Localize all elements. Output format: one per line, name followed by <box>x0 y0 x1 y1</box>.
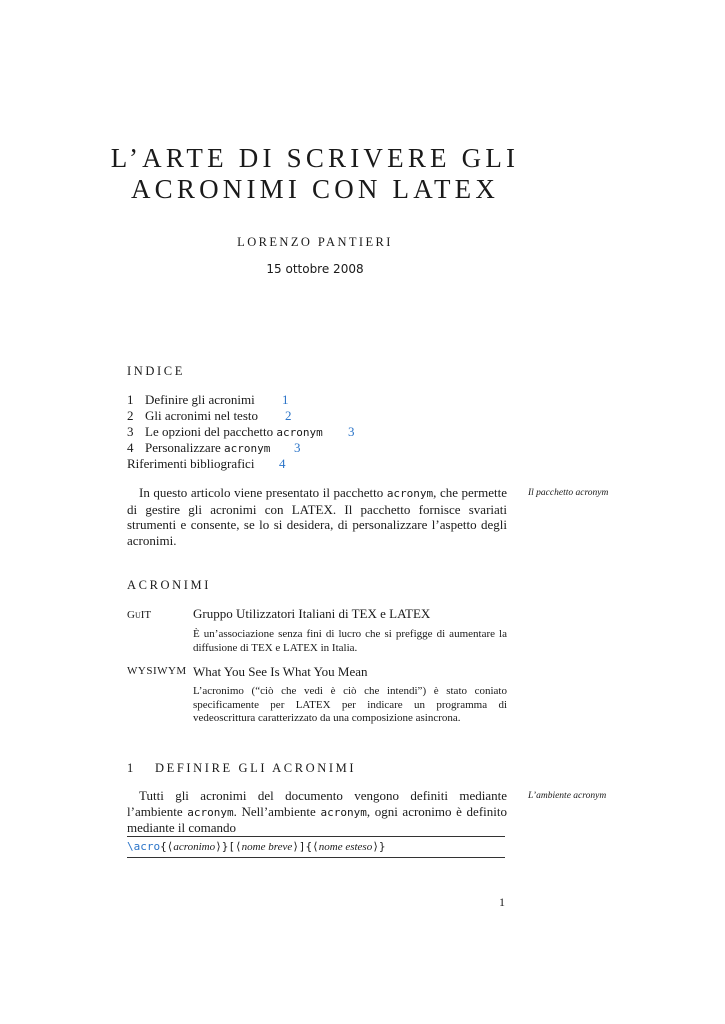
intro-code: acronym <box>386 487 434 500</box>
command-rule-bottom <box>127 857 505 858</box>
para-code-1: acronym <box>187 805 234 819</box>
command-arg-nome-breve: nome breve <box>241 841 293 853</box>
toc-entry-page[interactable]: 4 <box>279 456 286 471</box>
toc-entry-number: 3 <box>127 424 134 439</box>
margin-note-section-1: L’ambiente acronym <box>528 791 607 801</box>
toc-entry-number: 2 <box>127 408 134 423</box>
command-syntax: \acro{⟨acronimo⟩}[⟨nome breve⟩]{⟨nome esteso⟩} <box>127 840 386 853</box>
toc-entry-page[interactable]: 2 <box>285 408 292 423</box>
toc-entry[interactable] <box>127 408 427 424</box>
toc-entry-number: 1 <box>127 392 134 407</box>
section-number: 1 <box>127 761 136 775</box>
toc-entry-code: acronym <box>276 426 323 439</box>
toc-entry-title: Le opzioni del pacchetto <box>145 424 277 439</box>
command-rule-top <box>127 836 505 837</box>
intro-text-1: In questo articolo viene presentato il pacchetto <box>139 485 387 500</box>
acronym-name: What You See Is What You Mean <box>193 664 368 679</box>
title-line-1: L’ARTE DI SCRIVERE GLI <box>110 143 520 173</box>
command-arg-nome-esteso: nome esteso <box>318 841 373 853</box>
toc-entry-number: 4 <box>127 440 134 455</box>
section-1-paragraph <box>127 788 507 836</box>
toc-entry[interactable] <box>127 456 427 472</box>
acronym-description: È un’associazione senza fini di lucro che si prefigge di aumentare la diffusione di TEX e LATEX in Italia. <box>193 628 507 654</box>
toc-entry[interactable] <box>127 392 427 408</box>
date: 15 ottobre 2008 <box>266 262 364 276</box>
para-text-a: Tutti gli acronimi del documento vengono definiti mediante l’ambiente <box>127 788 507 819</box>
toc-entry-title: Personalizzare <box>145 440 225 455</box>
acronym-key: WYSIWYM <box>127 665 187 677</box>
toc-entry-page[interactable]: 1 <box>282 392 289 407</box>
toc-entry[interactable] <box>127 424 427 441</box>
toc-entry-title: Riferimenti bibliografici <box>127 456 255 471</box>
intro-text-2: , che permette di gestire gli acronimi con LATEX. Il pacchetto fornisce svariati strumenti e consente, se lo si desidera, di personalizzare l’aspetto degli acronimi. <box>127 485 508 548</box>
command-name: \acro <box>127 840 161 853</box>
title-line-2: ACRONIMI CON LATEX <box>130 174 500 204</box>
acronym-description: L’acronimo (“ciò che vedi è ciò che intendi”) è stato coniato specificamente per LATEX per indicare un programma di vedeoscrittura caratterizzato da una composizione asincrona. <box>193 685 507 724</box>
toc-entry-page[interactable]: 3 <box>348 424 355 439</box>
margin-note-intro: Il pacchetto acronym <box>528 488 609 498</box>
para-code-2: acronym <box>320 805 367 819</box>
toc-entry-title: Definire gli acronimi <box>145 392 255 407</box>
acronimi-heading: ACRONIMI <box>127 578 211 592</box>
page-number: 1 <box>499 895 505 909</box>
command-arg-acronimo: acronimo <box>173 841 216 853</box>
toc-entry-code: acronym <box>224 442 271 455</box>
toc-entry-title: Gli acronimi nel testo <box>145 408 259 423</box>
section-1-heading <box>127 761 356 776</box>
intro-paragraph <box>127 485 507 548</box>
toc-entry[interactable] <box>127 440 427 457</box>
author: LORENZO PANTIERI <box>237 235 393 249</box>
toc-entry-page[interactable]: 3 <box>294 440 301 455</box>
toc-heading: INDICE <box>127 364 185 378</box>
document-title <box>60 143 570 205</box>
acronym-key: GuIT <box>127 609 152 621</box>
acronym-name: Gruppo Utilizzatori Italiani di TEX e LATEX <box>193 606 431 621</box>
para-text-b: . Nell’ambiente <box>233 803 321 819</box>
para-text-c: , ogni acronimo è definito mediante il comando <box>127 803 507 835</box>
section-title: DEFINIRE GLI ACRONIMI <box>155 761 357 775</box>
